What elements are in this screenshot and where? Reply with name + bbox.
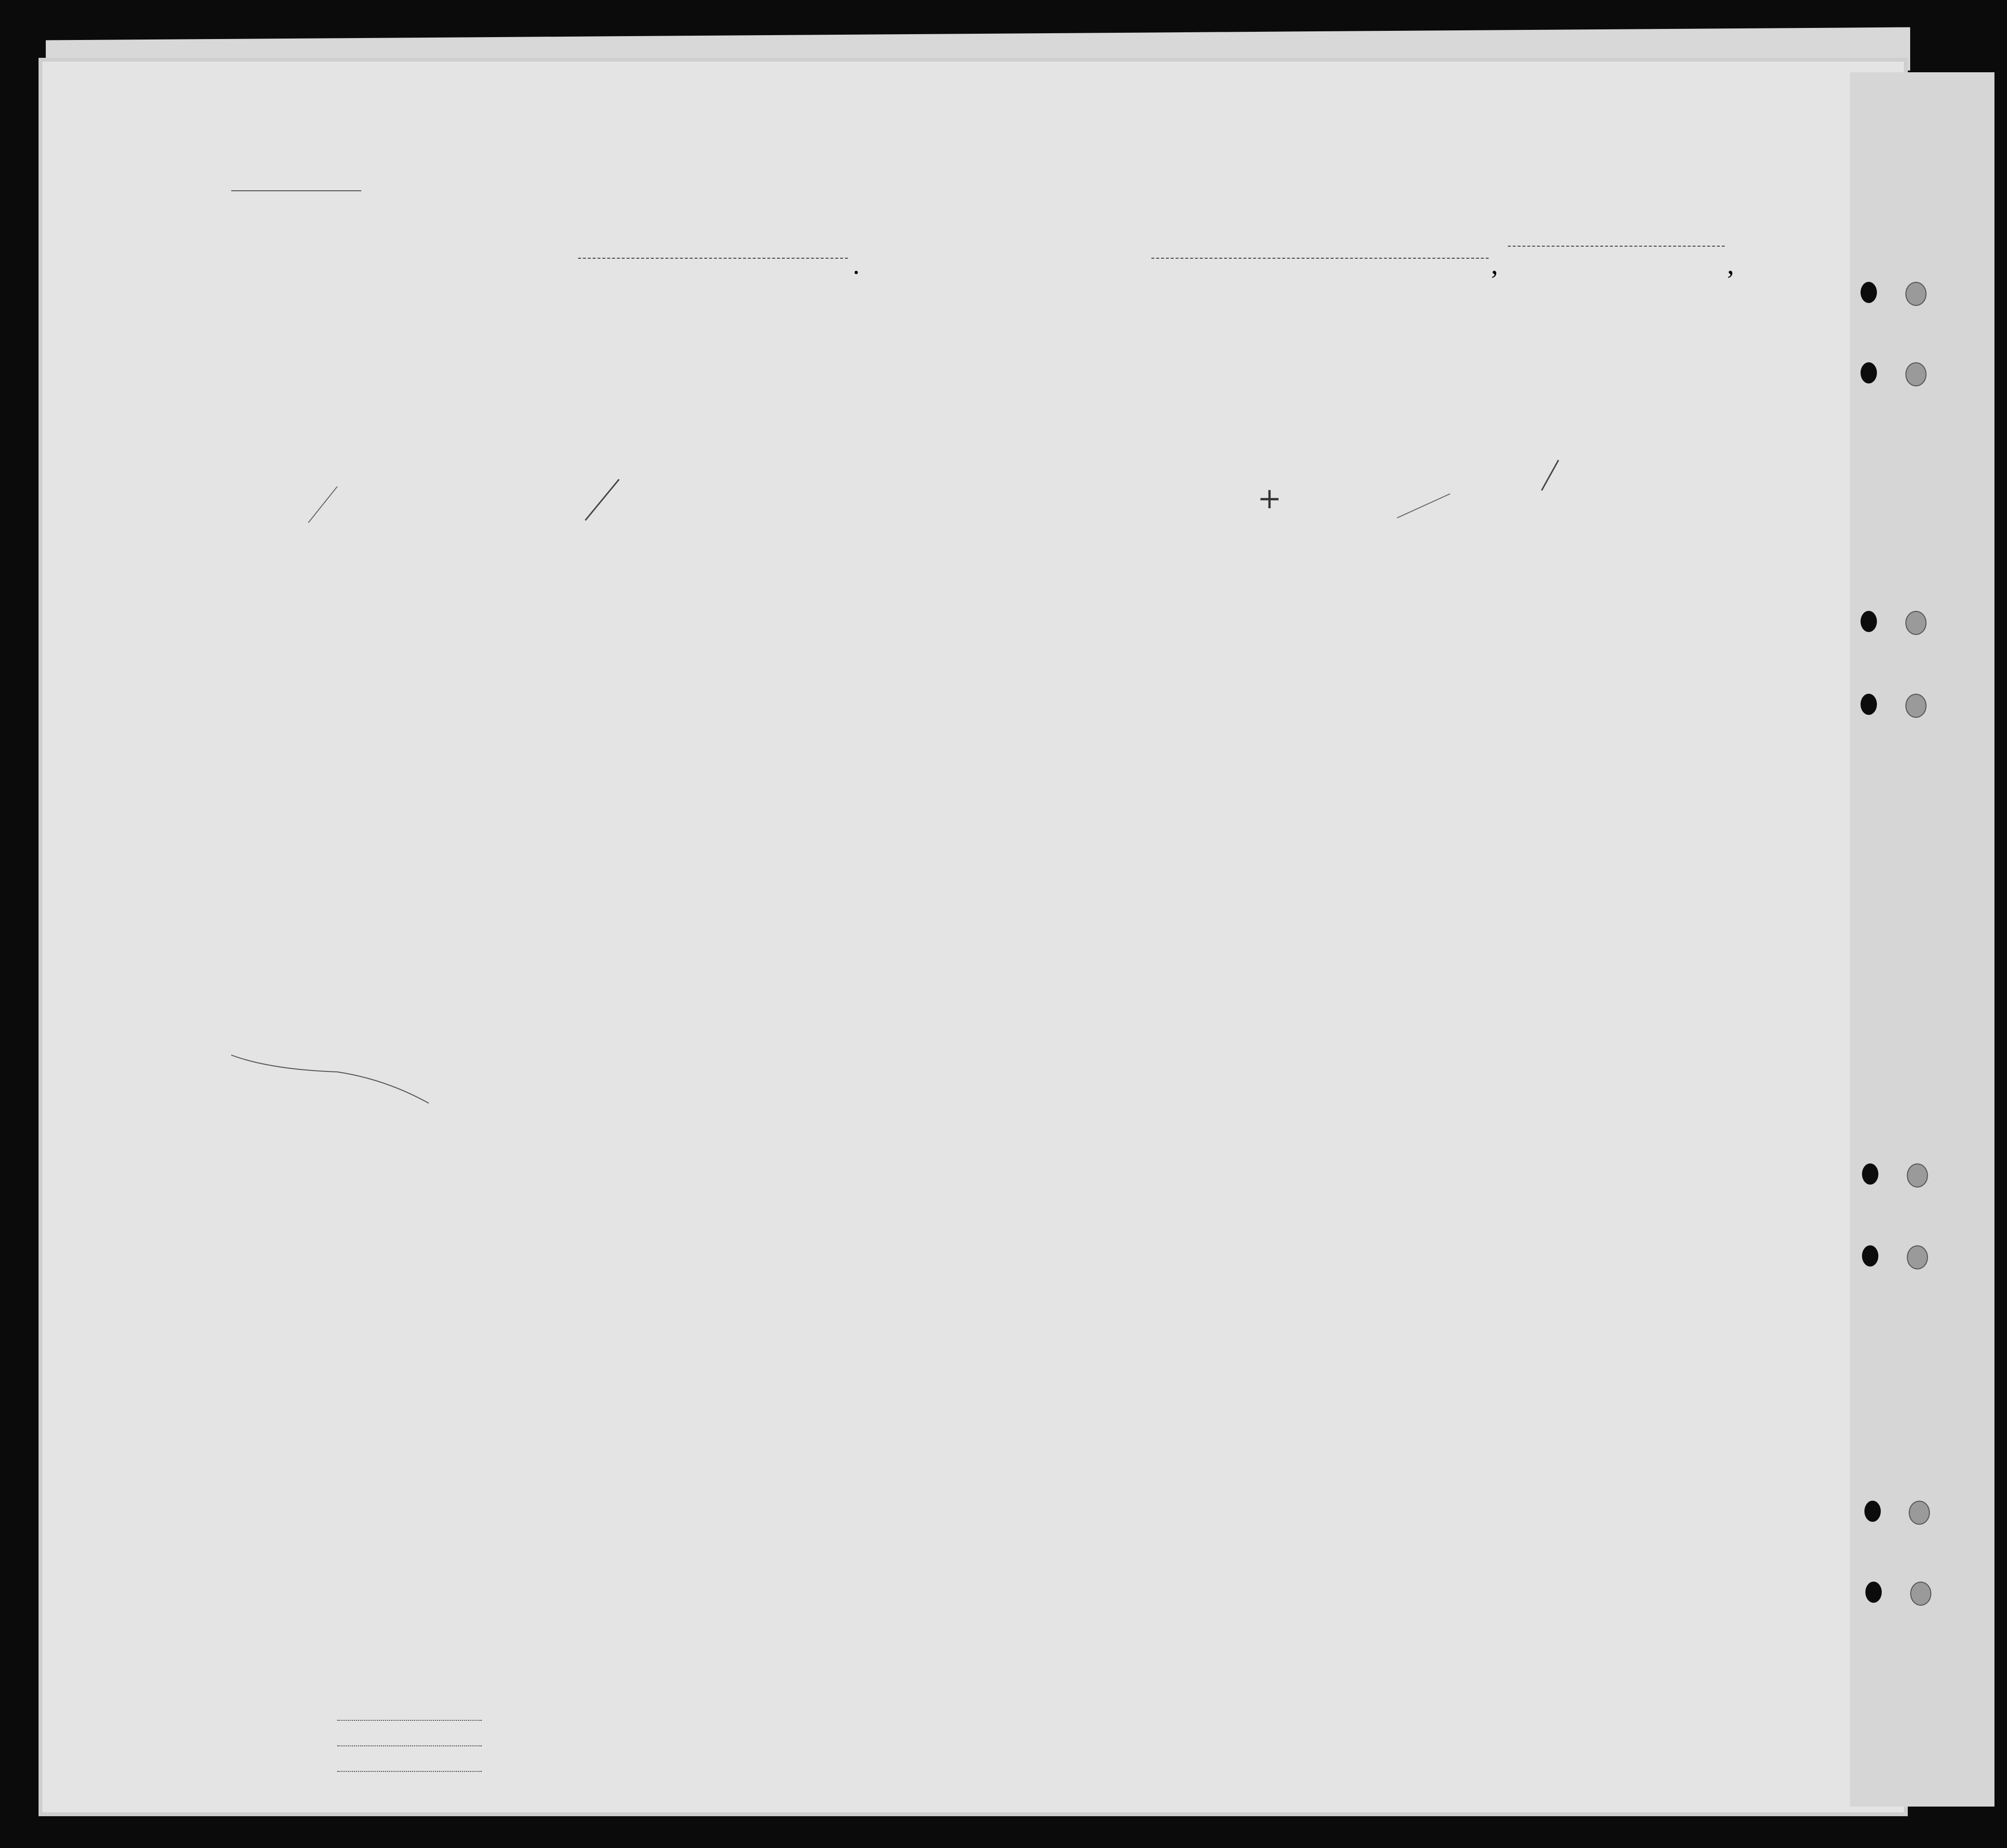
binder-hole — [1861, 362, 1877, 383]
footer-total-line — [337, 1720, 482, 1721]
binder-hole — [1861, 694, 1877, 715]
binder-hole — [1864, 1501, 1881, 1522]
binder-hole — [1905, 362, 1927, 386]
binder-hole — [1910, 1582, 1931, 1606]
check-cross-mark: + — [1257, 482, 1282, 515]
date-comma: , — [1727, 249, 1734, 280]
binder-hole — [1861, 611, 1877, 632]
binder-hole — [1862, 1163, 1878, 1185]
binder-hole — [1865, 1582, 1882, 1603]
footer-aliens-line — [337, 1771, 482, 1772]
binder-hole — [1861, 282, 1877, 303]
binder-hole — [1905, 694, 1927, 718]
binder-hole — [1909, 1501, 1930, 1525]
binder-hole — [1905, 282, 1927, 306]
footer-citizens-line — [337, 1745, 482, 1746]
binder-hole — [1907, 1245, 1928, 1269]
port-comma: , — [1491, 249, 1498, 280]
binder-hole — [1905, 611, 1927, 635]
ship-period: . — [853, 249, 860, 280]
binder-hole — [1907, 1163, 1928, 1188]
binder-hole — [1862, 1245, 1878, 1267]
